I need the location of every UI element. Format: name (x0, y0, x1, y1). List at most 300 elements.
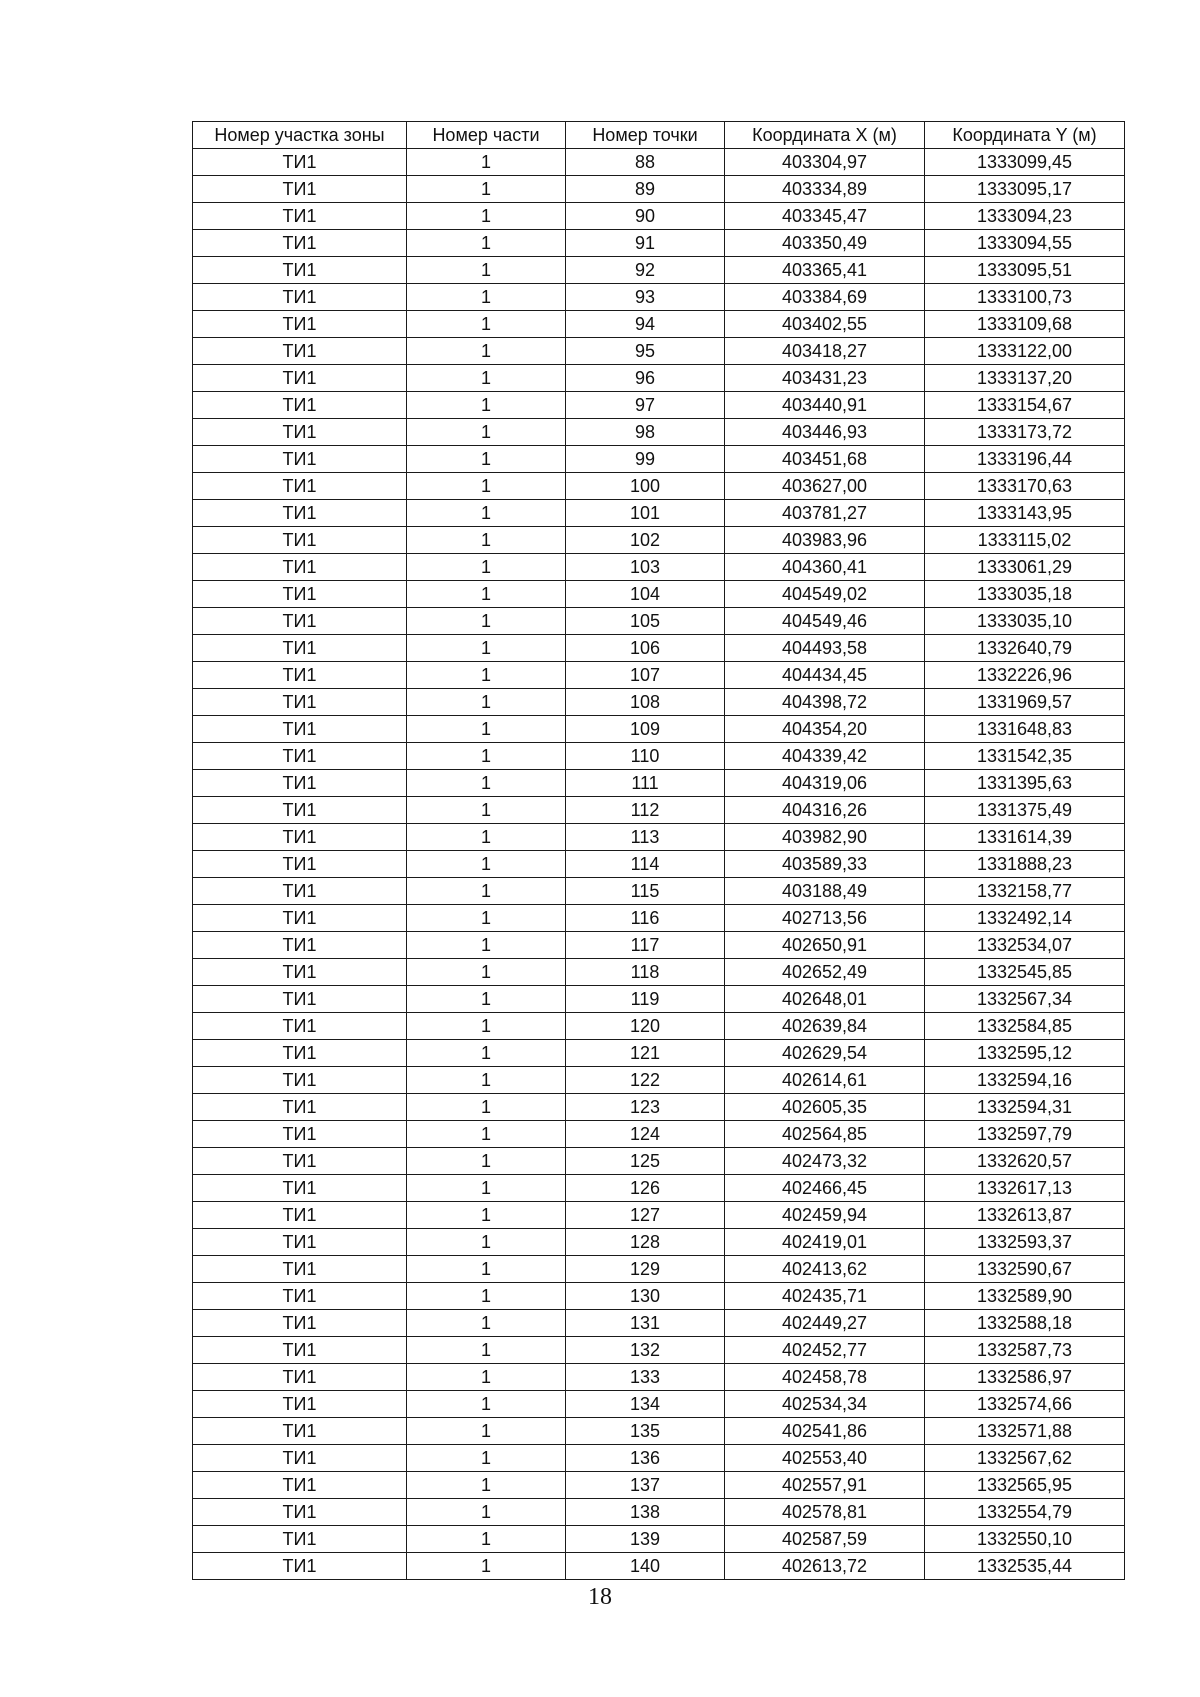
cell-zone-section: ТИ1 (193, 554, 407, 581)
cell-coordinate-x: 402578,81 (725, 1499, 925, 1526)
cell-part-number: 1 (407, 689, 566, 716)
cell-point-number: 137 (566, 1472, 725, 1499)
cell-coordinate-y: 1333137,20 (925, 365, 1125, 392)
cell-coordinate-x: 402713,56 (725, 905, 925, 932)
cell-zone-section: ТИ1 (193, 1418, 407, 1445)
cell-coordinate-y: 1331648,83 (925, 716, 1125, 743)
cell-part-number: 1 (407, 581, 566, 608)
cell-zone-section: ТИ1 (193, 203, 407, 230)
cell-zone-section: ТИ1 (193, 1202, 407, 1229)
cell-point-number: 116 (566, 905, 725, 932)
cell-zone-section: ТИ1 (193, 797, 407, 824)
cell-part-number: 1 (407, 932, 566, 959)
table-row (193, 608, 1125, 635)
cell-zone-section: ТИ1 (193, 1067, 407, 1094)
cell-point-number: 98 (566, 419, 725, 446)
cell-coordinate-x: 402652,49 (725, 959, 925, 986)
table-row (193, 554, 1125, 581)
cell-part-number: 1 (407, 608, 566, 635)
table-row (193, 770, 1125, 797)
cell-zone-section: ТИ1 (193, 770, 407, 797)
cell-part-number: 1 (407, 1337, 566, 1364)
cell-coordinate-x: 402650,91 (725, 932, 925, 959)
cell-coordinate-y: 1332593,37 (925, 1229, 1125, 1256)
cell-part-number: 1 (407, 1229, 566, 1256)
cell-coordinate-y: 1333099,45 (925, 149, 1125, 176)
cell-coordinate-y: 1332550,10 (925, 1526, 1125, 1553)
cell-zone-section: ТИ1 (193, 932, 407, 959)
cell-coordinate-x: 403982,90 (725, 824, 925, 851)
cell-part-number: 1 (407, 1175, 566, 1202)
cell-coordinate-x: 404319,06 (725, 770, 925, 797)
table-row (193, 635, 1125, 662)
cell-coordinate-y: 1332613,87 (925, 1202, 1125, 1229)
table-row (193, 851, 1125, 878)
cell-coordinate-y: 1332534,07 (925, 932, 1125, 959)
cell-part-number: 1 (407, 1094, 566, 1121)
table-row (193, 959, 1125, 986)
cell-part-number: 1 (407, 500, 566, 527)
cell-point-number: 106 (566, 635, 725, 662)
cell-point-number: 131 (566, 1310, 725, 1337)
cell-part-number: 1 (407, 1283, 566, 1310)
cell-zone-section: ТИ1 (193, 257, 407, 284)
cell-point-number: 129 (566, 1256, 725, 1283)
cell-coordinate-y: 1332571,88 (925, 1418, 1125, 1445)
table-row (193, 338, 1125, 365)
cell-zone-section: ТИ1 (193, 527, 407, 554)
table-row (193, 986, 1125, 1013)
cell-coordinate-x: 402648,01 (725, 986, 925, 1013)
table-row (193, 1391, 1125, 1418)
cell-coordinate-x: 404360,41 (725, 554, 925, 581)
cell-part-number: 1 (407, 1364, 566, 1391)
cell-zone-section: ТИ1 (193, 878, 407, 905)
cell-part-number: 1 (407, 905, 566, 932)
cell-coordinate-y: 1333122,00 (925, 338, 1125, 365)
cell-zone-section: ТИ1 (193, 662, 407, 689)
cell-coordinate-x: 402541,86 (725, 1418, 925, 1445)
table-row (193, 1310, 1125, 1337)
cell-coordinate-y: 1332565,95 (925, 1472, 1125, 1499)
header-coordinate-y: Координата Y (м) (925, 122, 1125, 149)
table-row (193, 878, 1125, 905)
cell-zone-section: ТИ1 (193, 635, 407, 662)
table-row (193, 1337, 1125, 1364)
cell-coordinate-x: 402564,85 (725, 1121, 925, 1148)
cell-zone-section: ТИ1 (193, 1283, 407, 1310)
cell-coordinate-y: 1332567,34 (925, 986, 1125, 1013)
cell-part-number: 1 (407, 959, 566, 986)
cell-zone-section: ТИ1 (193, 581, 407, 608)
cell-coordinate-y: 1332588,18 (925, 1310, 1125, 1337)
cell-point-number: 125 (566, 1148, 725, 1175)
table-row (193, 1499, 1125, 1526)
table-body (193, 149, 1125, 1580)
cell-coordinate-x: 403440,91 (725, 392, 925, 419)
cell-point-number: 127 (566, 1202, 725, 1229)
cell-coordinate-x: 402614,61 (725, 1067, 925, 1094)
cell-point-number: 117 (566, 932, 725, 959)
cell-zone-section: ТИ1 (193, 1526, 407, 1553)
table-row (193, 1364, 1125, 1391)
cell-part-number: 1 (407, 419, 566, 446)
cell-coordinate-y: 1332554,79 (925, 1499, 1125, 1526)
cell-zone-section: ТИ1 (193, 1445, 407, 1472)
cell-zone-section: ТИ1 (193, 905, 407, 932)
table-row (193, 1445, 1125, 1472)
cell-part-number: 1 (407, 743, 566, 770)
cell-part-number: 1 (407, 878, 566, 905)
cell-point-number: 97 (566, 392, 725, 419)
cell-coordinate-y: 1333115,02 (925, 527, 1125, 554)
table-row (193, 797, 1125, 824)
cell-part-number: 1 (407, 1391, 566, 1418)
table-row (193, 257, 1125, 284)
cell-coordinate-y: 1333170,63 (925, 473, 1125, 500)
cell-point-number: 96 (566, 365, 725, 392)
table-row (193, 1256, 1125, 1283)
cell-zone-section: ТИ1 (193, 500, 407, 527)
cell-zone-section: ТИ1 (193, 1256, 407, 1283)
cell-point-number: 132 (566, 1337, 725, 1364)
header-coordinate-x: Координата X (м) (725, 122, 925, 149)
cell-part-number: 1 (407, 1526, 566, 1553)
cell-part-number: 1 (407, 554, 566, 581)
cell-part-number: 1 (407, 149, 566, 176)
cell-coordinate-y: 1333035,10 (925, 608, 1125, 635)
header-zone-section: Номер участка зоны (193, 122, 407, 149)
cell-zone-section: ТИ1 (193, 1094, 407, 1121)
cell-part-number: 1 (407, 1040, 566, 1067)
cell-part-number: 1 (407, 986, 566, 1013)
cell-coordinate-y: 1332595,12 (925, 1040, 1125, 1067)
table-row (193, 1283, 1125, 1310)
cell-part-number: 1 (407, 1310, 566, 1337)
cell-zone-section: ТИ1 (193, 176, 407, 203)
cell-part-number: 1 (407, 1553, 566, 1580)
table-row (193, 824, 1125, 851)
cell-coordinate-x: 403350,49 (725, 230, 925, 257)
cell-coordinate-x: 404398,72 (725, 689, 925, 716)
cell-zone-section: ТИ1 (193, 338, 407, 365)
cell-point-number: 124 (566, 1121, 725, 1148)
cell-coordinate-y: 1332590,67 (925, 1256, 1125, 1283)
cell-point-number: 113 (566, 824, 725, 851)
cell-part-number: 1 (407, 851, 566, 878)
cell-point-number: 105 (566, 608, 725, 635)
cell-coordinate-y: 1331542,35 (925, 743, 1125, 770)
cell-coordinate-x: 402639,84 (725, 1013, 925, 1040)
cell-point-number: 89 (566, 176, 725, 203)
table-row (193, 1229, 1125, 1256)
cell-coordinate-x: 404549,02 (725, 581, 925, 608)
cell-part-number: 1 (407, 338, 566, 365)
header-part-number: Номер части (407, 122, 566, 149)
cell-coordinate-x: 402452,77 (725, 1337, 925, 1364)
cell-zone-section: ТИ1 (193, 1013, 407, 1040)
cell-coordinate-y: 1333035,18 (925, 581, 1125, 608)
cell-point-number: 139 (566, 1526, 725, 1553)
cell-zone-section: ТИ1 (193, 986, 407, 1013)
cell-part-number: 1 (407, 635, 566, 662)
cell-part-number: 1 (407, 1013, 566, 1040)
cell-coordinate-x: 402413,62 (725, 1256, 925, 1283)
cell-coordinate-x: 402557,91 (725, 1472, 925, 1499)
cell-coordinate-x: 402458,78 (725, 1364, 925, 1391)
cell-coordinate-y: 1332535,44 (925, 1553, 1125, 1580)
cell-zone-section: ТИ1 (193, 1175, 407, 1202)
cell-coordinate-y: 1331614,39 (925, 824, 1125, 851)
cell-coordinate-x: 402449,27 (725, 1310, 925, 1337)
cell-zone-section: ТИ1 (193, 1553, 407, 1580)
cell-coordinate-x: 404354,20 (725, 716, 925, 743)
table-row (193, 365, 1125, 392)
cell-point-number: 112 (566, 797, 725, 824)
cell-point-number: 109 (566, 716, 725, 743)
cell-part-number: 1 (407, 1472, 566, 1499)
cell-part-number: 1 (407, 716, 566, 743)
cell-coordinate-y: 1332226,96 (925, 662, 1125, 689)
cell-coordinate-y: 1333095,17 (925, 176, 1125, 203)
cell-coordinate-y: 1332597,79 (925, 1121, 1125, 1148)
cell-coordinate-x: 403431,23 (725, 365, 925, 392)
cell-zone-section: ТИ1 (193, 1310, 407, 1337)
cell-coordinate-x: 403983,96 (725, 527, 925, 554)
table-row (193, 176, 1125, 203)
table-row (193, 446, 1125, 473)
cell-point-number: 136 (566, 1445, 725, 1472)
table-row (193, 311, 1125, 338)
cell-point-number: 90 (566, 203, 725, 230)
cell-coordinate-y: 1333143,95 (925, 500, 1125, 527)
table-row (193, 149, 1125, 176)
cell-part-number: 1 (407, 446, 566, 473)
cell-point-number: 94 (566, 311, 725, 338)
cell-coordinate-y: 1332545,85 (925, 959, 1125, 986)
table-row (193, 905, 1125, 932)
cell-part-number: 1 (407, 365, 566, 392)
cell-part-number: 1 (407, 1148, 566, 1175)
cell-zone-section: ТИ1 (193, 149, 407, 176)
cell-point-number: 134 (566, 1391, 725, 1418)
cell-coordinate-x: 404434,45 (725, 662, 925, 689)
cell-part-number: 1 (407, 284, 566, 311)
cell-point-number: 92 (566, 257, 725, 284)
cell-coordinate-x: 402587,59 (725, 1526, 925, 1553)
cell-zone-section: ТИ1 (193, 851, 407, 878)
cell-coordinate-y: 1333100,73 (925, 284, 1125, 311)
cell-part-number: 1 (407, 1256, 566, 1283)
cell-coordinate-y: 1332567,62 (925, 1445, 1125, 1472)
cell-coordinate-x: 402419,01 (725, 1229, 925, 1256)
cell-coordinate-x: 403589,33 (725, 851, 925, 878)
cell-part-number: 1 (407, 1418, 566, 1445)
cell-coordinate-x: 402473,32 (725, 1148, 925, 1175)
cell-coordinate-x: 402459,94 (725, 1202, 925, 1229)
cell-part-number: 1 (407, 473, 566, 500)
page-number: 18 (588, 1584, 612, 1610)
table-row (193, 419, 1125, 446)
cell-point-number: 107 (566, 662, 725, 689)
cell-point-number: 126 (566, 1175, 725, 1202)
cell-point-number: 128 (566, 1229, 725, 1256)
cell-coordinate-y: 1332586,97 (925, 1364, 1125, 1391)
cell-coordinate-y: 1333095,51 (925, 257, 1125, 284)
cell-point-number: 99 (566, 446, 725, 473)
cell-point-number: 91 (566, 230, 725, 257)
cell-point-number: 108 (566, 689, 725, 716)
cell-part-number: 1 (407, 311, 566, 338)
cell-coordinate-x: 404493,58 (725, 635, 925, 662)
cell-zone-section: ТИ1 (193, 1337, 407, 1364)
cell-zone-section: ТИ1 (193, 365, 407, 392)
cell-zone-section: ТИ1 (193, 230, 407, 257)
cell-point-number: 118 (566, 959, 725, 986)
cell-part-number: 1 (407, 527, 566, 554)
cell-coordinate-y: 1332584,85 (925, 1013, 1125, 1040)
cell-point-number: 101 (566, 500, 725, 527)
cell-part-number: 1 (407, 770, 566, 797)
cell-part-number: 1 (407, 824, 566, 851)
cell-part-number: 1 (407, 1499, 566, 1526)
cell-part-number: 1 (407, 257, 566, 284)
table-row (193, 662, 1125, 689)
table-row (193, 230, 1125, 257)
cell-coordinate-y: 1333173,72 (925, 419, 1125, 446)
cell-point-number: 130 (566, 1283, 725, 1310)
cell-point-number: 88 (566, 149, 725, 176)
cell-point-number: 104 (566, 581, 725, 608)
cell-coordinate-x: 402534,34 (725, 1391, 925, 1418)
table-row (193, 1202, 1125, 1229)
cell-part-number: 1 (407, 1202, 566, 1229)
cell-coordinate-y: 1331395,63 (925, 770, 1125, 797)
table-row (193, 1013, 1125, 1040)
cell-part-number: 1 (407, 1121, 566, 1148)
table-row (193, 689, 1125, 716)
table-row (193, 284, 1125, 311)
cell-coordinate-x: 403418,27 (725, 338, 925, 365)
cell-coordinate-x: 403188,49 (725, 878, 925, 905)
table-row (193, 1094, 1125, 1121)
table-row (193, 1121, 1125, 1148)
cell-coordinate-x: 403345,47 (725, 203, 925, 230)
cell-zone-section: ТИ1 (193, 1148, 407, 1175)
cell-zone-section: ТИ1 (193, 1364, 407, 1391)
cell-zone-section: ТИ1 (193, 1229, 407, 1256)
cell-point-number: 119 (566, 986, 725, 1013)
cell-zone-section: ТИ1 (193, 1040, 407, 1067)
cell-zone-section: ТИ1 (193, 392, 407, 419)
cell-part-number: 1 (407, 392, 566, 419)
cell-point-number: 115 (566, 878, 725, 905)
cell-point-number: 123 (566, 1094, 725, 1121)
cell-point-number: 110 (566, 743, 725, 770)
cell-part-number: 1 (407, 662, 566, 689)
cell-point-number: 135 (566, 1418, 725, 1445)
table-row (193, 1040, 1125, 1067)
cell-zone-section: ТИ1 (193, 284, 407, 311)
cell-coordinate-x: 402553,40 (725, 1445, 925, 1472)
cell-coordinate-x: 403451,68 (725, 446, 925, 473)
cell-point-number: 95 (566, 338, 725, 365)
table-row (193, 473, 1125, 500)
table-row (193, 527, 1125, 554)
cell-zone-section: ТИ1 (193, 1472, 407, 1499)
cell-coordinate-y: 1333094,23 (925, 203, 1125, 230)
cell-zone-section: ТИ1 (193, 959, 407, 986)
cell-coordinate-y: 1333061,29 (925, 554, 1125, 581)
cell-coordinate-y: 1332574,66 (925, 1391, 1125, 1418)
table-row (193, 716, 1125, 743)
cell-coordinate-y: 1333109,68 (925, 311, 1125, 338)
cell-part-number: 1 (407, 1445, 566, 1472)
cell-coordinate-x: 404339,42 (725, 743, 925, 770)
table-row (193, 1526, 1125, 1553)
cell-zone-section: ТИ1 (193, 743, 407, 770)
cell-coordinate-y: 1332594,31 (925, 1094, 1125, 1121)
cell-coordinate-x: 403781,27 (725, 500, 925, 527)
cell-coordinate-x: 404316,26 (725, 797, 925, 824)
cell-coordinate-y: 1331969,57 (925, 689, 1125, 716)
cell-point-number: 120 (566, 1013, 725, 1040)
cell-coordinate-x: 402613,72 (725, 1553, 925, 1580)
table-row (193, 1472, 1125, 1499)
cell-coordinate-x: 403627,00 (725, 473, 925, 500)
cell-coordinate-y: 1331375,49 (925, 797, 1125, 824)
cell-part-number: 1 (407, 797, 566, 824)
cell-coordinate-x: 402466,45 (725, 1175, 925, 1202)
cell-point-number: 114 (566, 851, 725, 878)
cell-coordinate-y: 1333196,44 (925, 446, 1125, 473)
cell-coordinate-y: 1333094,55 (925, 230, 1125, 257)
cell-zone-section: ТИ1 (193, 473, 407, 500)
table-row (193, 932, 1125, 959)
cell-coordinate-x: 402435,71 (725, 1283, 925, 1310)
cell-coordinate-x: 403334,89 (725, 176, 925, 203)
cell-point-number: 93 (566, 284, 725, 311)
cell-zone-section: ТИ1 (193, 716, 407, 743)
cell-coordinate-y: 1332640,79 (925, 635, 1125, 662)
table-row (193, 1148, 1125, 1175)
cell-part-number: 1 (407, 203, 566, 230)
cell-coordinate-x: 403446,93 (725, 419, 925, 446)
table-row (193, 1553, 1125, 1580)
cell-coordinate-x: 403304,97 (725, 149, 925, 176)
cell-zone-section: ТИ1 (193, 689, 407, 716)
cell-zone-section: ТИ1 (193, 419, 407, 446)
cell-coordinate-y: 1332617,13 (925, 1175, 1125, 1202)
cell-coordinate-x: 402605,35 (725, 1094, 925, 1121)
cell-coordinate-x: 403365,41 (725, 257, 925, 284)
cell-coordinate-y: 1332587,73 (925, 1337, 1125, 1364)
cell-coordinate-y: 1332620,57 (925, 1148, 1125, 1175)
cell-coordinate-x: 403402,55 (725, 311, 925, 338)
cell-coordinate-y: 1332158,77 (925, 878, 1125, 905)
cell-coordinate-y: 1332589,90 (925, 1283, 1125, 1310)
cell-point-number: 102 (566, 527, 725, 554)
cell-zone-section: ТИ1 (193, 1391, 407, 1418)
coordinates-table (192, 121, 1125, 1580)
table-row (193, 392, 1125, 419)
cell-coordinate-y: 1332594,16 (925, 1067, 1125, 1094)
cell-coordinate-x: 404549,46 (725, 608, 925, 635)
cell-part-number: 1 (407, 1067, 566, 1094)
cell-zone-section: ТИ1 (193, 608, 407, 635)
cell-point-number: 121 (566, 1040, 725, 1067)
cell-part-number: 1 (407, 230, 566, 257)
